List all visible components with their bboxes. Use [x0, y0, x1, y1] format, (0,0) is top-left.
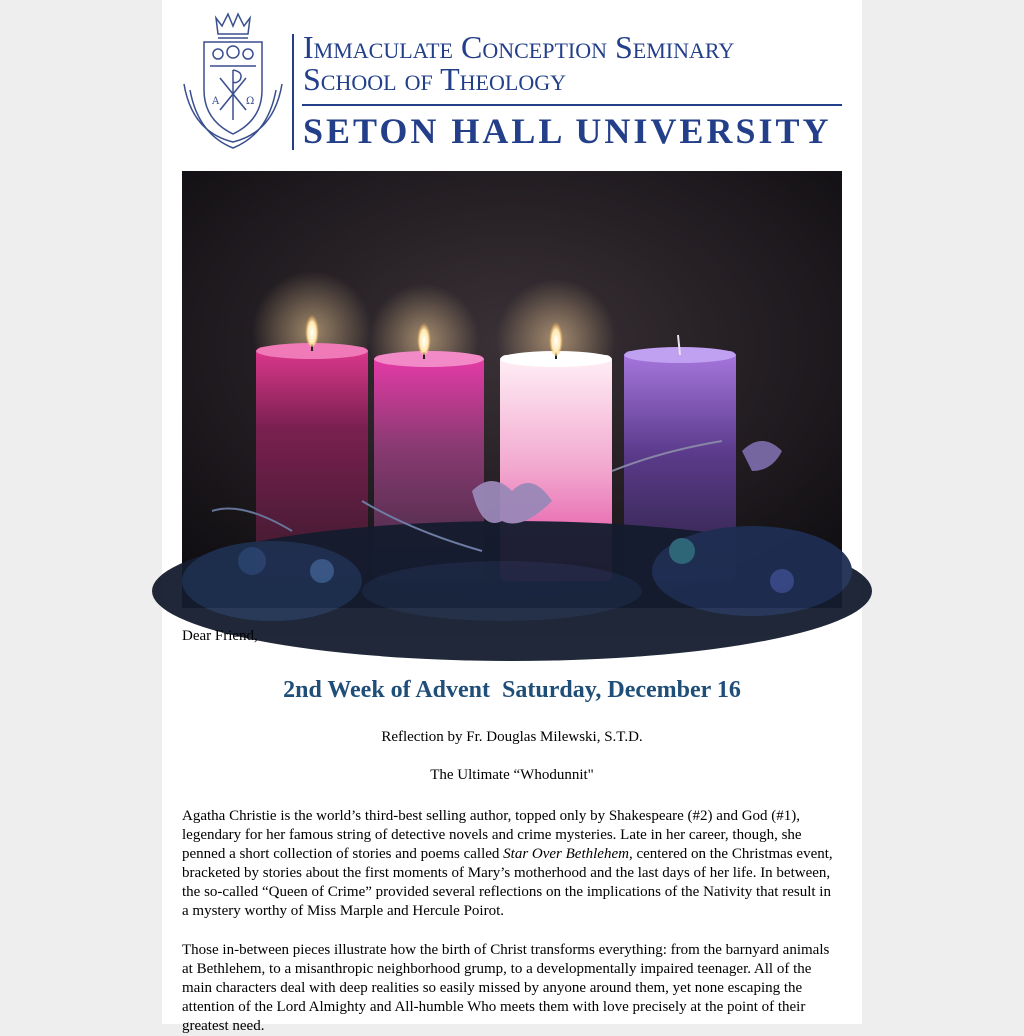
- paragraph-1-text-end: , centered on the Christmas event, bracketed by stories about the first moments of Mary’s motherhood and the last days of her life. In between, the so-called “Queen of Crime” provided several reflections on the implications of the Nativity that result in a mystery worthy of Miss Marple and Hercule Poirot.: [182, 846, 833, 919]
- salutation: Dear Friend,: [182, 628, 258, 644]
- advent-candles-image: [182, 171, 842, 608]
- seminary-crest-icon: [182, 10, 284, 148]
- reflection-title: 2nd Week of Advent Saturday, December 16: [283, 677, 741, 703]
- advent-candles-illustration: [182, 171, 842, 608]
- header-divider-vertical: [292, 34, 294, 150]
- paragraph-1-text-start: Agatha Christie is the world’s third-best selling author, topped only by Shakespeare (#2) and God (#1), legendary for her famous string of detective novels and crime mysteries. Late in her career, though, she penned a short collection of stories and poems called: [182, 808, 802, 862]
- header-divider-horizontal: [302, 104, 842, 106]
- email-header: [182, 10, 842, 150]
- email-body: [162, 0, 862, 1034]
- reflection-subtitle: The Ultimate “Whodunnit": [430, 767, 594, 783]
- reflection-paragraph-2: Those in-between pieces illustrate how the birth of Christ transforms everything: from the barnyard animals at Bethlehem, to a misanthropic neighborhood grump, to a developmentally impaired teenager. All of the main characters deal with deep realities so easily missed by anyone around them, yet none escaping the attention of the Lord Almighty and All-humble Who meets them with love precisely at the point of their greatest need.: [182, 942, 830, 1034]
- svg-text:A: A: [212, 96, 220, 107]
- svg-text:Ω: Ω: [246, 96, 255, 107]
- header-school-name: School of Theology: [303, 61, 566, 97]
- book-title-star-over-bethlehem: Star Over Bethlehem: [503, 846, 629, 862]
- header-seminary-name: Immaculate Conception Seminary: [303, 29, 735, 65]
- header-university-name: SETON HALL UNIVERSITY: [303, 111, 832, 151]
- reflection-byline: Reflection by Fr. Douglas Milewski, S.T.D.: [381, 729, 643, 745]
- reflection-paragraph-1: [182, 807, 838, 921]
